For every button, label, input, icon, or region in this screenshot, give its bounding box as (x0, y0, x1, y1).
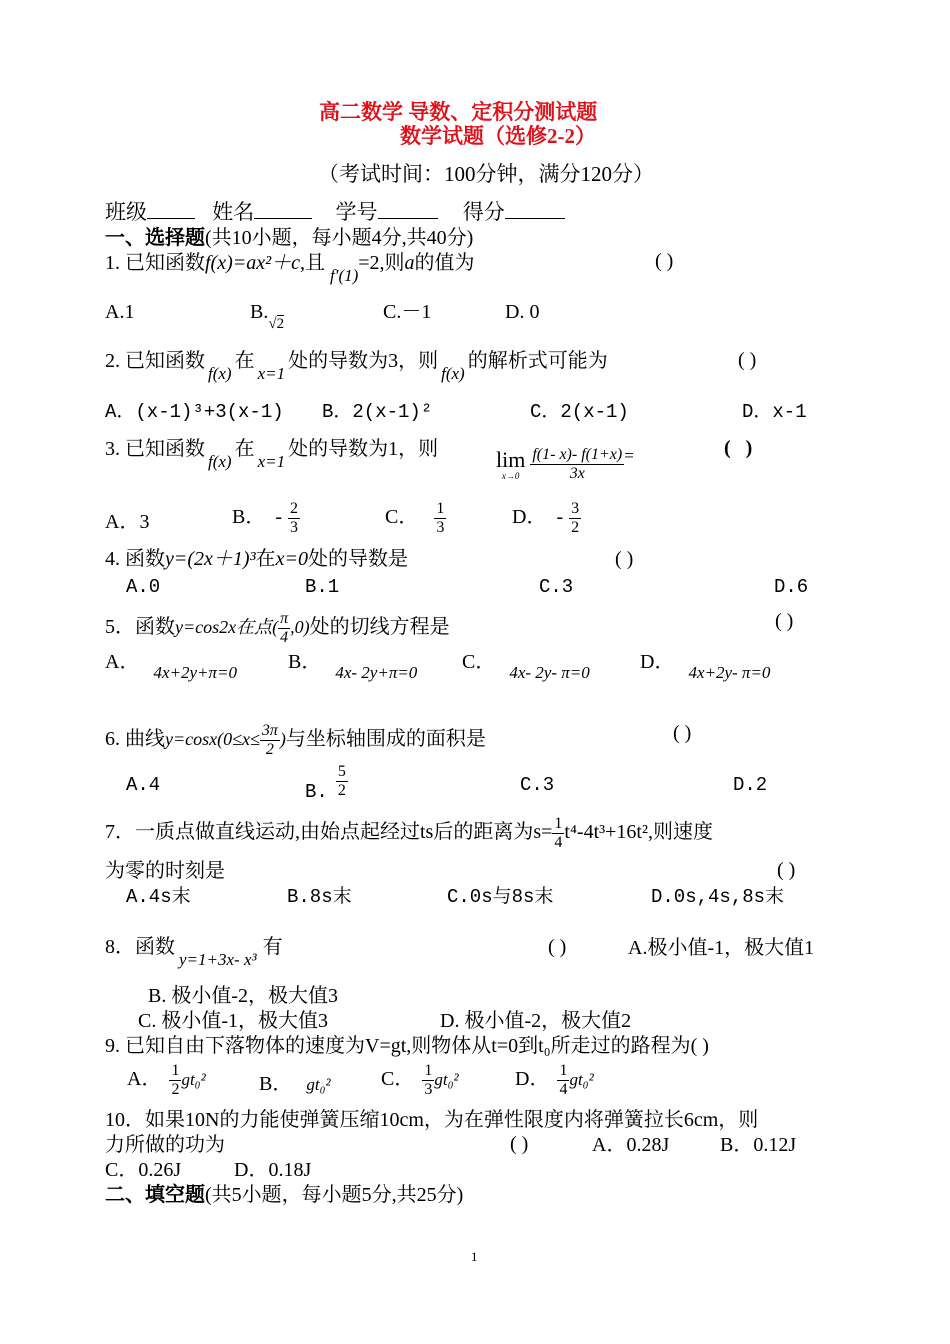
q9-c-num: 1 (424, 1062, 433, 1079)
q1-option-c: C.－1 (383, 301, 432, 323)
q3-c-label: C． (385, 506, 419, 529)
q6-frac (260, 722, 280, 759)
title-line1: 高二数学 导数、定积分测试题 (319, 100, 598, 124)
q5-c-label: C． (462, 651, 496, 673)
number-blank (378, 218, 438, 219)
q6-stem-text: 6. 曲线 (105, 728, 165, 751)
q1-option-b (250, 300, 285, 332)
q10-line1: 10．如果10N的力能使弹簧压缩10cm，为在弹性限度内将弹簧拉长6cm，则 (105, 1109, 759, 1131)
q6-option-a: A.4 (126, 774, 161, 796)
q5-option-d (640, 650, 771, 682)
q9-a-gt: gt₀² (181, 1070, 206, 1090)
q1-sqrt-value: 2 (276, 316, 285, 332)
q5-b-label: B． (288, 651, 322, 673)
q2-at: 在 (234, 350, 255, 372)
q3-b-den: 3 (290, 519, 299, 536)
q8-option-c: C. 极小值-1，极大值3 (138, 1010, 328, 1032)
q4-option-c: C.3 (539, 576, 574, 598)
q3-b-num: 2 (290, 500, 299, 517)
q3-limit (496, 446, 634, 483)
q10-option-d: D．0.18J (234, 1159, 312, 1181)
q6-answer-paren: ( ) (673, 722, 692, 744)
q3-stem-text: 3. 已知函数 (105, 438, 205, 460)
q8-tail: 有 (262, 936, 283, 958)
q8-stem (105, 935, 283, 969)
q1-cond-math: f′(1) (330, 266, 359, 285)
q3-at: 在 (234, 438, 255, 460)
q5-tail: 处的切线方程是 (309, 616, 450, 639)
q3-c-frac (434, 500, 446, 537)
q3-b-frac (288, 500, 300, 537)
q9-a-frac (169, 1062, 181, 1099)
q1-function: f(x)=ax²＋c, (205, 252, 305, 274)
q9-c-gt: gt₀² (434, 1070, 459, 1090)
q3-c-num: 1 (436, 500, 445, 517)
q8-stem-text: 8．函数 (105, 936, 175, 958)
class-label: 班级 (105, 200, 147, 224)
q4-option-d: D.6 (774, 576, 809, 598)
q6-b-label: B. (305, 780, 328, 803)
q3-b-sign: - (275, 506, 283, 529)
q3-option-d (512, 500, 581, 537)
q7-answer-paren: ( ) (777, 859, 796, 881)
q5-expr: y=cos2x在点( (175, 617, 279, 638)
q9-a-den: 2 (171, 1081, 180, 1098)
q3-option-c (385, 500, 446, 537)
q2-x1: x=1 (257, 364, 286, 383)
q9-stem: 9. 已知自由下落物体的速度为V=gt,则物体从t=0到t₀所走过的路程为( ) (105, 1035, 709, 1057)
q7-option-a: A.4s末 (126, 886, 191, 908)
q2-option-c: C．2(x-1) (530, 401, 629, 423)
q4-tail: 处的导数是 (307, 548, 408, 570)
q2-fx: f(x) (208, 364, 232, 383)
q3-d-sign: - (556, 506, 564, 529)
q6-expr: y=cosx(0≤x≤ (165, 729, 260, 750)
q3-x1: x=1 (257, 452, 286, 471)
q5-four: 4 (280, 629, 289, 646)
q9-option-c (381, 1062, 459, 1099)
score-label: 得分 (462, 200, 505, 224)
q6-option-c: C.3 (520, 774, 555, 796)
q2-stem-text: 2. 已知函数 (105, 350, 205, 372)
q3-option-a: A．3 (105, 511, 150, 533)
q6-tail: 与坐标轴围成的面积是 (285, 728, 486, 751)
class-blank (147, 218, 195, 219)
q5-option-b (288, 650, 418, 682)
q2-answer-paren: ( ) (738, 349, 757, 371)
q8-option-a: A.极小值-1，极大值1 (628, 937, 815, 959)
q3-b-label: B． (232, 506, 266, 529)
q8-expr: y=1+3x- x³ (179, 950, 257, 969)
q6-b-num: 5 (337, 763, 346, 780)
q7-line2: 为零的时刻是 (105, 860, 225, 882)
q5-frac (278, 610, 290, 647)
q3-fraction (530, 446, 624, 483)
q8-answer-paren: ( ) (548, 936, 567, 958)
title-line2: 数学试题（选修2-2） (400, 124, 596, 148)
q9-b-label: B． (259, 1073, 293, 1095)
q4-stem (105, 547, 408, 571)
q3-denominator: 3x (569, 465, 585, 482)
q4-option-a: A.0 (126, 576, 161, 598)
q1-sqrt: √2 (268, 316, 285, 332)
score-blank (505, 218, 565, 219)
q7-line1-text: 7．一质点做直线运动,由始点起经过ts后的距离为s= (105, 821, 553, 844)
q1-var: a (404, 252, 415, 274)
q6-num: 3π (261, 722, 278, 739)
q3-lim-block (496, 446, 526, 481)
q6-option-d: D.2 (733, 774, 768, 796)
q3-d-label: D． (512, 506, 547, 529)
q1-option-a: A.1 (105, 301, 135, 323)
q5-b-expr: 4x- 2y+π=0 (335, 663, 418, 682)
q9-a-num: 1 (171, 1062, 180, 1079)
q7-option-b: B.8s末 (287, 886, 352, 908)
q2-stem (105, 349, 608, 383)
q7-expr: t⁴-4t³+16t²,则速度 (564, 821, 713, 844)
q6-b-den: 2 (337, 782, 346, 799)
section2-heading (105, 1183, 463, 1207)
q5-a-expr: 4x+2y+π=0 (153, 663, 237, 682)
q2-option-b: B．2(x-1)² (322, 401, 433, 423)
q3-eq: = (624, 446, 634, 466)
q10-line2: 力所做的功为 (105, 1134, 225, 1156)
q5-a-label: A． (105, 651, 140, 673)
q9-option-a (127, 1062, 206, 1099)
q2-option-d: D．x-1 (742, 401, 807, 423)
q2-option-a: A．(x-1)³+3(x-1) (105, 401, 284, 423)
q3-numerator: f(1- x)- f(1+x) (532, 446, 623, 463)
q3-d-frac (569, 500, 581, 537)
name-blank (254, 218, 312, 219)
q6-b-frac (336, 763, 348, 800)
q1-option-d: D. 0 (505, 301, 540, 323)
q3-stem (105, 437, 439, 471)
q1-stem-text: 1. 已知函数 (105, 252, 205, 274)
q9-d-den: 4 (559, 1081, 568, 1098)
q3-option-b (232, 500, 300, 537)
q3-fx: f(x) (208, 452, 232, 471)
q5-stem-text: 5．函数 (105, 616, 175, 639)
q8-option-b: B. 极小值-2，极大值3 (148, 985, 338, 1007)
q4-rest: 在 (255, 548, 276, 570)
q5-pi: π (280, 610, 289, 627)
q5-d-label: D． (640, 651, 675, 673)
q9-d-num: 1 (559, 1062, 568, 1079)
exam-info: （考试时间：100分钟，满分120分） (318, 162, 654, 186)
q3-d-num: 3 (571, 500, 580, 517)
q7-frac (552, 815, 564, 852)
q5-option-a (105, 650, 237, 682)
q3-lim: lim (496, 446, 526, 472)
q1-answer-paren: ( ) (655, 250, 674, 272)
q1-cond-pre: 且 (305, 252, 325, 274)
q6-close: ) (279, 729, 286, 750)
q5-option-c (462, 650, 590, 682)
q1-tail: 的值为 (414, 252, 475, 274)
q10-option-c: C．0.26J (105, 1159, 182, 1181)
q5-stem (105, 610, 450, 647)
q5-c-expr: 4x- 2y- π=0 (509, 663, 590, 682)
q7-option-d: D.0s,4s,8s末 (651, 886, 785, 908)
q8-option-d: D. 极小值-2，极大值2 (440, 1010, 632, 1032)
q4-answer-paren: ( ) (615, 548, 634, 570)
q10-option-a: A．0.28J (592, 1134, 670, 1156)
section1-heading (105, 226, 473, 250)
section2-title: 二、填空题 (105, 1184, 205, 1206)
q9-a-label: A． (127, 1068, 162, 1091)
q9-option-b (259, 1072, 331, 1097)
q1-cond-post: =2,则 (358, 252, 405, 274)
q3-rest: 处的导数为1，则 (288, 438, 439, 460)
section2-desc: (共5小题，每小题5分,共25分) (205, 1184, 464, 1206)
q10-option-b: B．0.12J (720, 1134, 797, 1156)
q9-c-label: C． (381, 1068, 415, 1091)
q7-num: 1 (554, 815, 563, 832)
q1-option-b-label: B. (250, 301, 269, 323)
q10-answer-paren: ( ) (510, 1133, 529, 1155)
q4-x0: x=0 (275, 548, 308, 570)
q7-option-c: C.0s与8s末 (447, 886, 554, 908)
q2-tail: 的解析式可能为 (467, 350, 608, 372)
q9-b-gt: gt₀² (306, 1075, 331, 1094)
q9-option-d (515, 1062, 594, 1099)
q7-line1 (105, 815, 713, 852)
section1-desc: (共10小题，每小题4分,共40分) (205, 227, 474, 249)
q9-d-gt: gt₀² (569, 1070, 594, 1090)
q5-answer-paren: ( ) (775, 610, 794, 632)
q3-answer-paren: ( ) (724, 437, 753, 459)
q7-den: 4 (554, 834, 563, 851)
name-label: 姓名 (212, 200, 255, 224)
q9-d-label: D． (515, 1068, 550, 1091)
number-label: 学号 (335, 200, 378, 224)
q3-d-den: 2 (571, 519, 580, 536)
q4-option-b: B.1 (305, 576, 340, 598)
section1-title: 一、选择题 (105, 227, 205, 249)
q4-stem-text: 4. 函数 (105, 548, 165, 570)
q5-d-expr: 4x+2y- π=0 (688, 663, 771, 682)
q4-expr: y=(2x＋1)³ (165, 548, 256, 570)
q6-den: 2 (265, 741, 274, 758)
q6-stem (105, 722, 486, 759)
q9-c-den: 3 (424, 1081, 433, 1098)
info-fields (105, 200, 565, 224)
q1-stem (105, 251, 475, 285)
q3-lim-sub: x→0 (501, 470, 520, 481)
q5-close: ,0) (290, 617, 310, 638)
q2-fx2: f(x) (441, 364, 465, 383)
page-number: 1 (471, 1249, 478, 1264)
q9-d-frac (557, 1062, 569, 1099)
q3-c-den: 3 (436, 519, 445, 536)
q2-rest: 处的导数为3，则 (288, 350, 439, 372)
q6-option-b (305, 763, 348, 803)
q9-c-frac (422, 1062, 434, 1099)
